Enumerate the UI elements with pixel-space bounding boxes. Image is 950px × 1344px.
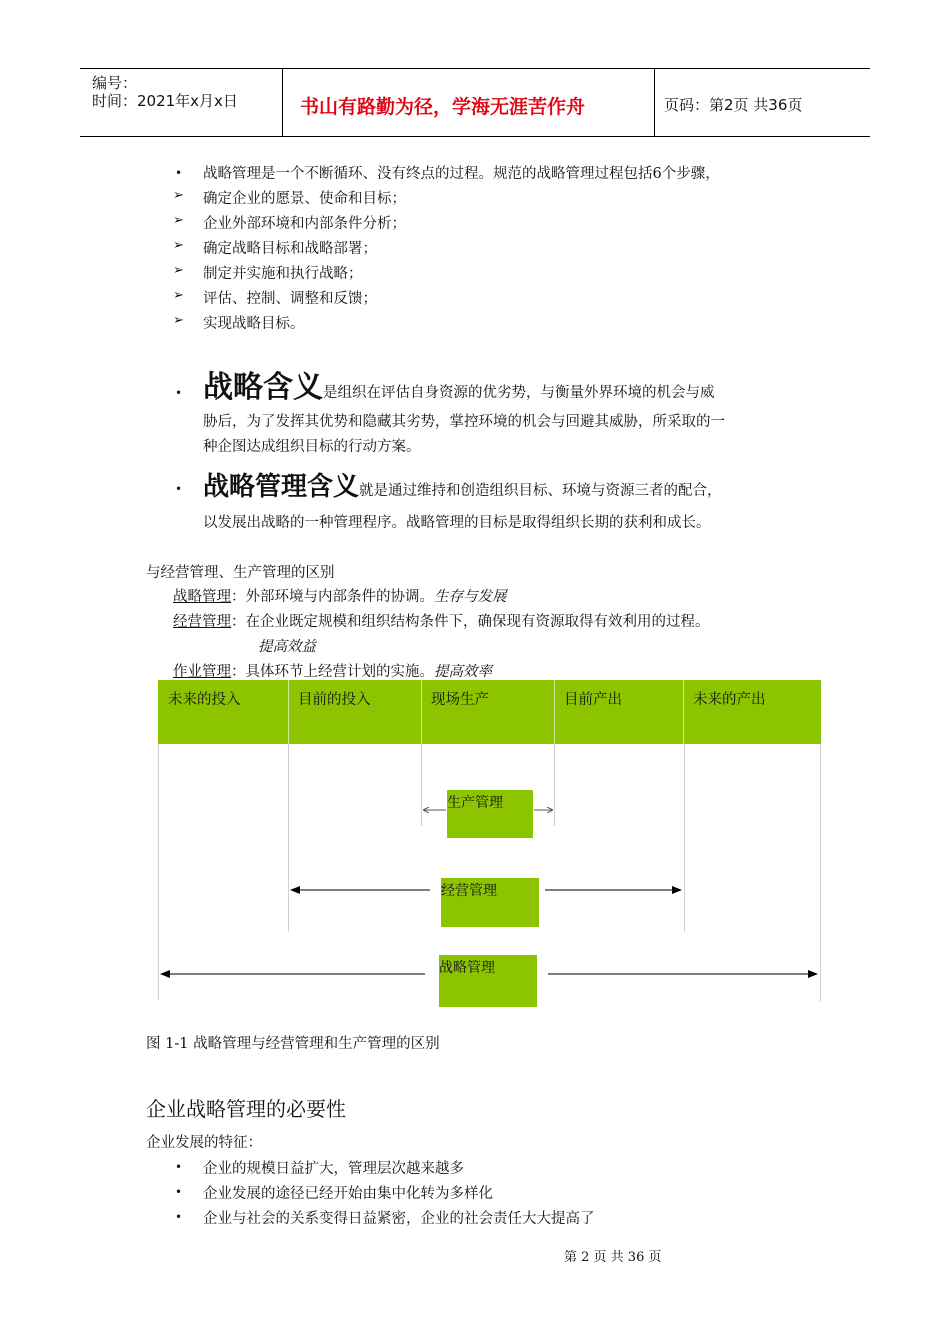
- list-item: 企业与社会的关系变得日益紧密，企业的社会责任大大提高了: [203, 1211, 595, 1227]
- term-strategic-management: 战略管理含义: [203, 472, 360, 502]
- section-title: 企业战略管理的必要性: [146, 1097, 346, 1121]
- arrow-bullet-icon: ➢: [173, 188, 184, 203]
- list-item: 实现战略目标。: [203, 316, 305, 332]
- comparison-heading: 与经营管理、生产管理的区别: [146, 565, 335, 581]
- list-item: 企业的规模日益扩大，管理层次越来越多: [203, 1161, 464, 1177]
- page-footer: 第 2 页 共 36 页: [564, 1250, 662, 1265]
- operation-text: ：具体环节上经营计划的实施。: [231, 664, 434, 680]
- figure-caption: 图 1-1 战略管理与经营管理和生产管理的区别: [146, 1036, 440, 1052]
- time-label: 时间：2021年x月x日: [92, 92, 238, 110]
- strategic-goal: 生存与发展: [434, 589, 507, 605]
- arrow-bullet-icon: ➢: [173, 263, 184, 278]
- steps-intro: 战略管理是一个不断循环、没有终点的过程。规范的战略管理过程包括6个步骤，: [203, 166, 720, 182]
- bullet-dot: •: [175, 166, 183, 180]
- bullet-dot: •: [175, 482, 183, 496]
- bullet-dot: •: [175, 386, 183, 400]
- definition-line: 就是通过维持和创造组织目标、环境与资源三者的配合，: [359, 483, 722, 499]
- operation-goal: 提高效率: [434, 664, 492, 680]
- arrow-bullet-icon: ➢: [173, 313, 184, 328]
- column-current-output: 目前产出: [564, 692, 622, 708]
- box-production-management: 生产管理: [447, 790, 533, 838]
- arrow-bullet-icon: ➢: [173, 213, 184, 228]
- header-motto: 书山有路勤为径，学海无涯苦作舟: [300, 96, 586, 118]
- strategic-label: 战略管理: [173, 589, 231, 605]
- column-current-input: 目前的投入: [298, 692, 371, 708]
- arrow-bullet-icon: ➢: [173, 288, 184, 303]
- definition-line: 以发展出战略的一种管理程序。战略管理的目标是取得组织长期的获利和成长。: [203, 515, 711, 531]
- definition-line: 胁后，为了发挥其优势和隐藏其劣势，掌控环境的机会与回避其威胁，所采取的一: [203, 414, 725, 430]
- box-operating-management: 经营管理: [441, 878, 539, 927]
- arrow-bullet-icon: ➢: [173, 238, 184, 253]
- bullet-dot: •: [175, 1160, 183, 1174]
- operating-label: 经营管理: [173, 614, 231, 630]
- operation-label: 作业管理: [173, 664, 231, 680]
- strategic-text: ：外部环境与内部条件的协调。: [231, 589, 434, 605]
- list-item: 企业外部环境和内部条件分析；: [203, 216, 406, 232]
- page-info: 页码：第2页 共36页: [664, 96, 803, 114]
- bullet-dot: •: [175, 1210, 183, 1224]
- list-item: 企业发展的途径已经开始由集中化转为多样化: [203, 1186, 493, 1202]
- list-item: 制定并实施和执行战略；: [203, 266, 363, 282]
- box-strategic-management: 战略管理: [439, 955, 537, 1007]
- column-future-output: 未来的产出: [693, 692, 766, 708]
- list-item: 确定战略目标和战略部署；: [203, 241, 377, 257]
- column-production: 现场生产: [431, 692, 489, 708]
- definition-line: 是组织在评估自身资源的优劣势，与衡量外界环境的机会与威: [323, 385, 715, 401]
- list-item: 评估、控制、调整和反馈；: [203, 291, 377, 307]
- definition-line: 种企图达成组织目标的行动方案。: [203, 439, 421, 455]
- term-strategy: 战略含义: [203, 370, 323, 405]
- list-item: 确定企业的愿景、使命和目标；: [203, 191, 406, 207]
- operating-text: ：在企业既定规模和组织结构条件下，确保现有资源取得有效利用的过程。: [231, 614, 710, 630]
- column-future-input: 未来的投入: [168, 692, 241, 708]
- number-label: 编号：: [92, 74, 138, 92]
- operating-goal: 提高效益: [258, 639, 316, 655]
- bullet-dot: •: [175, 1185, 183, 1199]
- section-subtitle: 企业发展的特征：: [146, 1135, 262, 1151]
